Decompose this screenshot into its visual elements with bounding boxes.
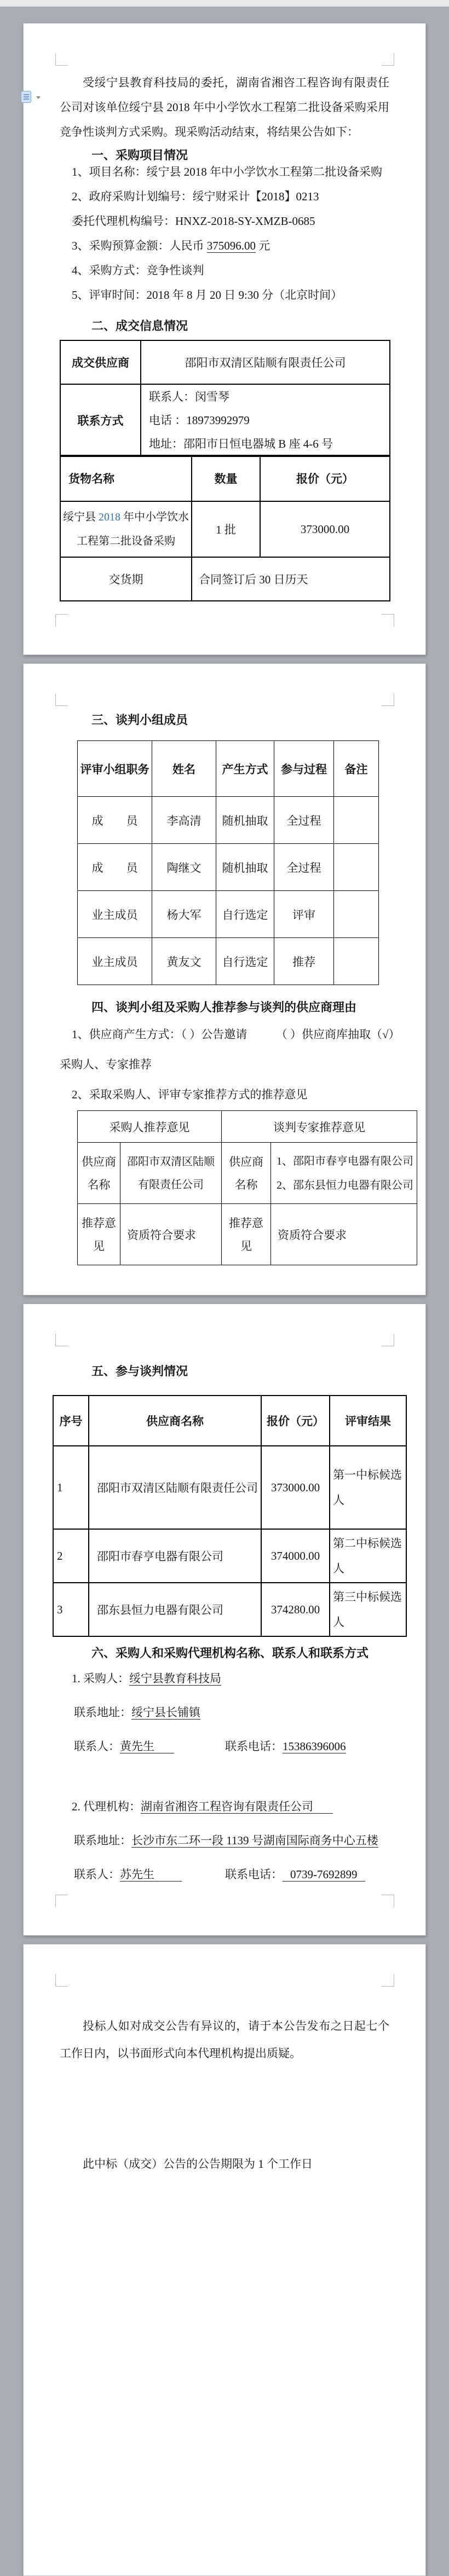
purchaser-name: 绥宁县教育科技局: [129, 1672, 221, 1685]
margin-mark-top-left: [55, 1334, 68, 1346]
bid-supplier-cell: 邵东县恒力电器有限公司: [89, 1583, 261, 1636]
margin-mark-top-right: [382, 693, 394, 706]
dropdown-caret-icon: [36, 96, 41, 101]
rec-left-supplier: 邵阳市双清区陆顺有限责任公司: [120, 1143, 222, 1204]
page-1: [23, 23, 426, 655]
table-row: [78, 1204, 417, 1265]
panel-cell: 全过程: [274, 797, 334, 844]
panel-cell: [334, 844, 379, 891]
bid-header-no: 序号: [53, 1396, 89, 1446]
section-6-title: 六、采购人和采购代理机构名称、联系人和联系方式: [91, 1646, 369, 1660]
margin-mark-top-right: [382, 1974, 394, 1987]
panel-header-note: 备注: [334, 741, 379, 797]
panel-cell: 成 员: [78, 797, 152, 844]
table-row: [60, 455, 390, 501]
table-row: [60, 384, 390, 456]
panel-header-process: 参与过程: [274, 741, 334, 797]
recommend-line: 2、采取采购人、评审专家推荐方式的推荐意见: [72, 1088, 308, 1101]
margin-mark-top-left: [55, 1974, 68, 1987]
purchaser-address: 绥宁县长铺镇: [131, 1706, 200, 1719]
canvas-top-strip: [0, 0, 449, 7]
panel-cell: 黄友文: [152, 938, 216, 985]
margin-mark-bottom-left: [55, 614, 68, 627]
supplier-label-cell: 成交供应商: [60, 340, 141, 384]
bid-supplier-cell: 邵阳市春亨电器有限公司: [89, 1529, 261, 1583]
purchaser-phone: 15386396006: [283, 1740, 346, 1753]
panel-cell: 业主成员: [78, 891, 152, 938]
table-row: [60, 557, 390, 601]
bid-header-result: 评审结果: [330, 1396, 406, 1446]
rec-opinion-label: 推荐意见: [78, 1204, 120, 1265]
section-4-title: 四、谈判小组及采购人推荐参与谈判的供应商理由: [91, 1000, 357, 1014]
document-lines-glyph: [24, 94, 29, 95]
purchaser-address-line: 联系地址：绥宁县长铺镇: [74, 1706, 200, 1719]
agency-phone: 0739-7692899: [283, 1868, 365, 1882]
contact-info-cell: [141, 384, 390, 456]
rec-right-supplier-2: 2、邵东县恒力电器有限公司: [277, 1179, 413, 1191]
review-time-line: 5、评审时间：2018 年 8 月 20 日 9:30 分（北京时间）: [72, 288, 343, 302]
purchaser-contact-line: 联系人：黄先生 联系电话：15386396006: [74, 1740, 346, 1753]
panel-cell: 杨大军: [152, 891, 216, 938]
section-2-title: 二、成交信息情况: [91, 319, 188, 333]
rec-left-opinion: 资质符合要求: [120, 1204, 222, 1265]
project-name-line: 1、项目名称：绥宁县 2018 年中小学饮水工程第二批设备采购: [72, 165, 382, 178]
page-3: [23, 1304, 426, 1936]
intro-paragraph: 受绥宁县教育科技局的委托，湖南省湘咨工程咨询有限责任公司对该单位绥宁县 2018 年中小学饮水工程第二批设备采购采用竞争性谈判方式采购。现采购活动结束，将结果公告如下：: [60, 76, 389, 138]
section-1-title: 一、采购项目情况: [91, 148, 188, 162]
margin-mark-bottom-left: [55, 1895, 68, 1907]
panel-header-method: 产生方式: [216, 741, 274, 797]
table-row: [78, 844, 379, 891]
page-4: [23, 1944, 426, 2576]
panel-cell: 自行选定: [216, 938, 274, 985]
rec-supplier-label: 供应商名称: [78, 1143, 120, 1204]
table-row: [60, 501, 390, 557]
panel-cell: 自行选定: [216, 891, 274, 938]
bid-table: [53, 1395, 407, 1637]
panel-table: [77, 740, 379, 985]
panel-cell: 随机抽取: [216, 844, 274, 891]
agency-contact-line: 联系人：苏先生 联系电话： 0739-7692899: [60, 1866, 389, 1882]
contact-person: 联系人：闵雪琴: [149, 390, 229, 403]
bid-no-cell: 3: [53, 1583, 89, 1636]
rec-right-supplier-1: 1、邵阳市春亨电器有限公司: [277, 1155, 413, 1167]
panel-cell: 评审: [274, 891, 334, 938]
goods-qty-cell: 1 批: [192, 501, 260, 557]
rec-right-suppliers: [271, 1143, 417, 1204]
panel-header-role: 评审小组职务: [78, 741, 152, 797]
goods-table: [60, 455, 390, 601]
goods-name-header: 货物名称: [60, 455, 192, 501]
panel-cell: 成 员: [78, 844, 152, 891]
page-2: [23, 663, 426, 1295]
panel-cell: [334, 797, 379, 844]
purchaser-contact: 黄先生: [120, 1740, 174, 1753]
bid-price-cell: 373000.00: [261, 1446, 330, 1529]
document-options-icon[interactable]: [21, 91, 41, 104]
margin-mark-top-left: [55, 693, 68, 706]
bid-result-cell: 第一中标候选人: [330, 1446, 406, 1529]
goods-name-cell: 绥宁县 2018 年中小学饮水工程第二批设备采购: [60, 501, 192, 557]
agency-name: 湖南省湘咨工程咨询有限责任公司: [141, 1800, 333, 1814]
panel-cell: 业主成员: [78, 938, 152, 985]
panel-cell: [334, 891, 379, 938]
supplier-source-line: 1、供应商产生方式：（ ）公告邀请 （ ）供应商库抽取（√）: [72, 1028, 400, 1041]
bid-no-cell: 2: [53, 1529, 89, 1583]
panel-header-name: 姓名: [152, 741, 216, 797]
plan-number-line: 2、政府采购计划编号：绥宁财采计【2018】0213: [72, 190, 319, 203]
bid-result-cell: 第三中标候选人: [330, 1583, 406, 1636]
budget-line: 3、采购预算金额：人民币 375096.00 元: [72, 239, 270, 252]
goods-qty-header: 数量: [192, 455, 260, 501]
project-info-list: [60, 160, 410, 308]
table-row: [78, 891, 379, 938]
method-line: 4、采购方式：竞争性谈判: [72, 264, 204, 277]
budget-amount: 375096.00: [206, 239, 256, 252]
delivery-label-cell: 交货期: [60, 557, 192, 601]
margin-mark-top-right: [382, 1334, 394, 1346]
agency-contact: 苏先生: [120, 1868, 182, 1882]
rec-supplier-label: 供应商名称: [222, 1143, 271, 1204]
goods-year: 2018: [99, 511, 120, 523]
deal-table: [60, 340, 390, 457]
goods-price-header: 报价（元）: [260, 455, 390, 501]
margin-mark-bottom-right: [382, 1895, 394, 1907]
table-row: [78, 938, 379, 985]
section-3-title: 三、谈判小组成员: [91, 713, 188, 727]
notice-period-paragraph: 此中标（成交）公告的公告期限为 1 个工作日: [83, 2157, 313, 2170]
margin-mark-top-left: [55, 53, 68, 66]
supplier-source-line2: 采购人、专家推荐: [60, 1058, 152, 1071]
agency-line: 2. 代理机构：湖南省湘咨工程咨询有限责任公司: [72, 1798, 333, 1814]
table-row: [53, 1529, 406, 1583]
margin-mark-top-right: [382, 53, 394, 66]
table-row: [78, 1111, 417, 1143]
bid-price-cell: 374000.00: [261, 1529, 330, 1583]
document-page-icon: [21, 91, 31, 103]
agency-address-line: 联系地址：长沙市东二环一段 1139 号湖南国际商务中心五楼: [74, 1834, 378, 1847]
objection-paragraph: 投标人如对成交公告有异议的，请于本公告发布之日起七个工作日内，以书面形式向本代理机构提出质疑。: [60, 2019, 389, 2060]
contact-label-cell: 联系方式: [60, 384, 141, 456]
margin-mark-bottom-right: [382, 614, 394, 627]
table-row: [53, 1446, 406, 1529]
goods-price-cell: 373000.00: [260, 501, 390, 557]
panel-cell: 李高清: [152, 797, 216, 844]
rec-right-opinion: 资质符合要求: [271, 1204, 417, 1265]
contact-phone: 电话 ：18973992979: [149, 413, 250, 427]
table-row: [78, 1143, 417, 1204]
table-row: [53, 1583, 406, 1636]
rec-table: [77, 1110, 417, 1265]
panel-cell: 陶继文: [152, 844, 216, 891]
agency-number-line: 委托代理机构编号：HNXZ-2018-SY-XMZB-0685: [72, 215, 315, 228]
supplier-name-cell: 邵阳市双清区陆顺有限责任公司: [141, 340, 390, 384]
table-row: [78, 797, 379, 844]
table-row: [53, 1396, 406, 1446]
panel-cell: 推荐: [274, 938, 334, 985]
bid-result-cell: 第二中标候选人: [330, 1529, 406, 1583]
panel-cell: 全过程: [274, 844, 334, 891]
table-row: [60, 340, 390, 384]
bid-header-supplier: 供应商名称: [89, 1396, 261, 1446]
rec-right-header: 谈判专家推荐意见: [222, 1111, 417, 1143]
panel-cell: 随机抽取: [216, 797, 274, 844]
bid-supplier-cell: 邵阳市双清区陆顺有限责任公司: [89, 1446, 261, 1529]
agency-address: 长沙市东二环一段 1139 号湖南国际商务中心五楼: [131, 1834, 378, 1847]
rec-opinion-label: 推荐意见: [222, 1204, 271, 1265]
bid-header-price: 报价（元）: [261, 1396, 330, 1446]
purchaser-line: 1. 采购人：绥宁县教育科技局: [72, 1672, 221, 1685]
bid-no-cell: 1: [53, 1446, 89, 1529]
section-5-title: 五、参与谈判情况: [91, 1364, 188, 1378]
panel-cell: [334, 938, 379, 985]
bid-price-cell: 374280.00: [261, 1583, 330, 1636]
contact-address: 地址：邵阳市日恒电器城 B 座 4-6 号: [149, 437, 333, 450]
table-row: [78, 741, 379, 797]
rec-left-header: 采购人推荐意见: [78, 1111, 222, 1143]
delivery-value-cell: 合同签订后 30 日历天: [192, 557, 390, 601]
